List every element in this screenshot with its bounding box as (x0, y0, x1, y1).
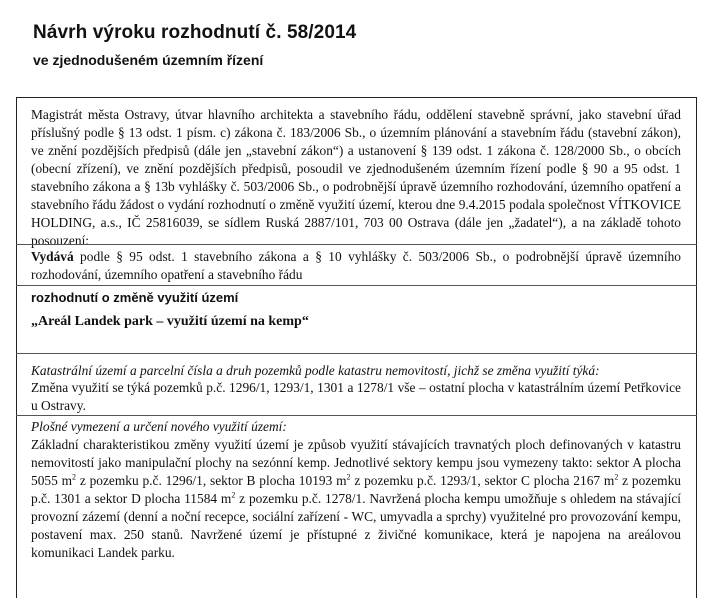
area-heading: Plošné vymezení a určení nového využití území: (31, 419, 287, 434)
area-text-part: z pozemku p.č. 1301 a sektor D plocha 11584 m (31, 473, 681, 506)
document-subtitle: ve zjednodušeném územním řízení (33, 52, 264, 68)
superscript: 2 (614, 472, 619, 482)
area-text (31, 436, 681, 562)
cadastral-text: Změna využití se týká pozemků p.č. 1296/1, 1293/1, 1301 a 1278/1 vše – ostatní plocha v katastrálním území Petřkovice u Ostravy. (31, 380, 681, 413)
cadastral-heading: Katastrální území a parcelní čísla a druh pozemků podle katastru nemovitostí, jichž se změna využití týká: (31, 363, 600, 378)
area-text-part: Základní charakteristikou změny využití území je způsob využití stávajících travnatých ploch definovaných v katastru nemovitostí jako manipulační plochy na sezónní kemp. Jednotlivé sektory kempu jsou vymezeny takto: sektor A plocha 5055 m (31, 437, 681, 488)
separator-line (16, 415, 697, 416)
document-title: Návrh výroku rozhodnutí č. 58/2014 (33, 22, 357, 43)
superscript: 2 (231, 490, 236, 500)
issue-paragraph (31, 248, 681, 284)
project-name: „Areál Landek park – využití území na kemp“ (31, 314, 309, 329)
issue-text: podle § 95 odst. 1 stavebního zákona a § 10 vyhlášky č. 503/2006 Sb., o podrobnější úpravě územního rozhodování, územního opatření a stavebního řádu (31, 249, 681, 282)
area-text-part: z pozemku p.č. 1296/1, sektor B plocha 10193 m (76, 473, 347, 488)
separator-line (16, 353, 697, 354)
area-text-part: z pozemku p.č. 1278/1. Navržená plocha kempu umožňuje s ohledem na stávající provozní zázemí (denní a noční recepce, sociální zařízení - WC, umyvadla a sprchy) využitelné pro provozování kempu, postavení max. 250 stanů. Navržené území je přístupné z živičné komunikace, která je napojena na areálovou komunikaci Landek parku. (31, 491, 681, 560)
separator-line (16, 285, 697, 286)
superscript: 2 (72, 472, 77, 482)
separator-line (16, 244, 697, 245)
decision-heading: rozhodnutí o změně využití území (31, 290, 239, 305)
issue-lead: Vydává (31, 249, 74, 264)
area-text-part: z pozemku p.č. 1293/1, sektor C plocha 2167 m (350, 473, 615, 488)
intro-paragraph: Magistrát města Ostravy, útvar hlavního architekta a stavebního řádu, oddělení stavebně správní, jako stavební úřad příslušný podle § 13 odst. 1 písm. c) zákona č. 183/2006 Sb., o územním plánování a stavebním řádu (stavební zákon), ve znění pozdějších předpisů (dále jen „stavební zákon“) a ustanovení § 139 odst. 1 zákona č. 128/2000 Sb., o obcích (obecní zřízení), ve znění pozdějších předpisů, posoudil ve zjednodušeném územním řízení podle § 90 a 95 odst. 1 stavebního zákona a § 13b vyhlášky č. 503/2006 Sb., o podrobnější úpravě územního rozhodování, územního opatření a stavebního řádu žádost o vydání rozhodnutí o změně využití území, kterou dne 9.4.2015 podala společnost VÍTKOVICE HOLDING, a.s., IČ 25816039, se sídlem Ruská 2887/101, 703 00 Ostrava (dále jen „žadatel“), a na základě tohoto posouzení: (31, 107, 681, 248)
superscript: 2 (346, 472, 351, 482)
